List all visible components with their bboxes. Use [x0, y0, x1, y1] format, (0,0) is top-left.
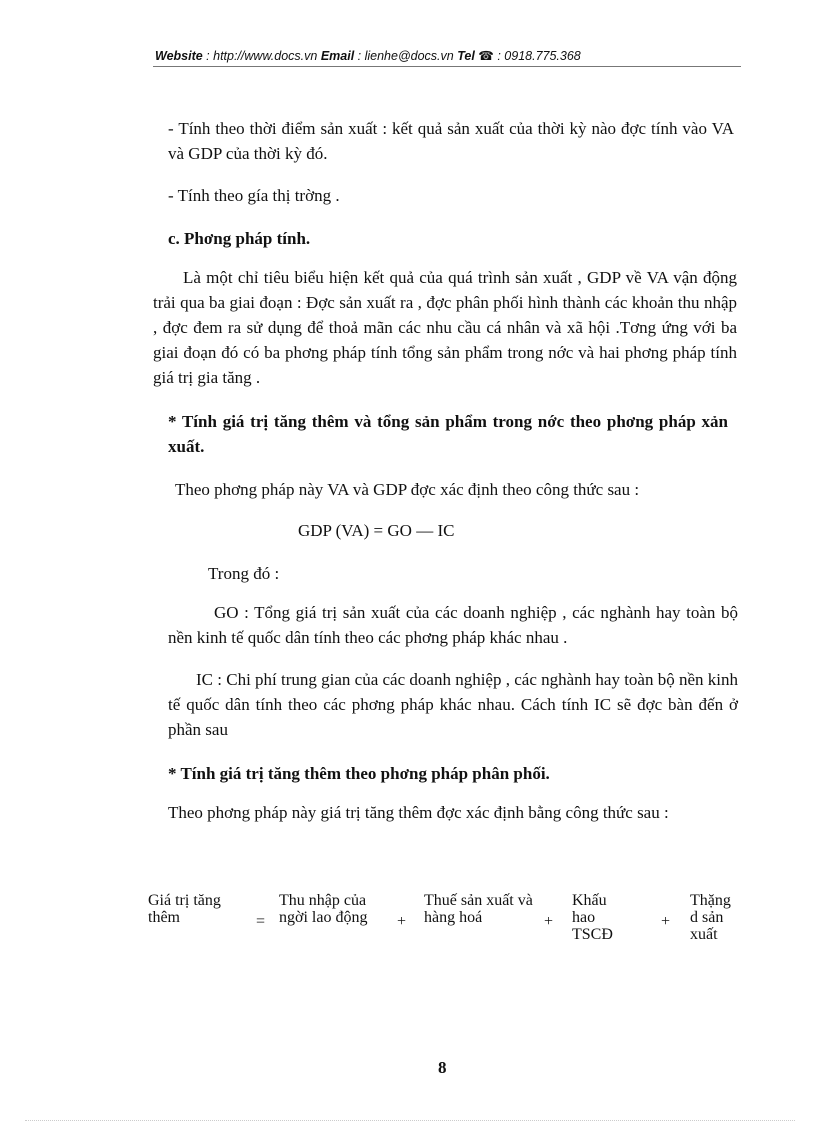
label-trong-do: Trong đó :	[208, 564, 280, 583]
tel-value: : 0918.775.368	[493, 49, 581, 63]
equals-sign: =	[256, 913, 266, 930]
tel-label: Tel	[457, 49, 475, 63]
term-production-tax: Thuế sản xuất và hàng hoá	[424, 892, 533, 926]
plus-sign-3: +	[661, 913, 671, 930]
plus-sign-2: +	[544, 913, 554, 930]
email-value: : lienhe@docs.vn	[354, 49, 458, 63]
definition-ic: IC : Chi phí trung gian của các doanh nghiệp , các nghành hay toàn bộ nền kinh tế quốc dân tính theo các phơng pháp khác nhau. Cách tính IC sẽ đợc bàn đến ở phần sau	[168, 670, 738, 739]
website-label: Website	[155, 49, 203, 63]
formula-gdp: GDP (VA) = GO — IC	[298, 521, 455, 540]
telephone-icon: ☎	[478, 49, 494, 63]
paragraph-gdp-stages: Là một chỉ tiêu biểu hiện kết quả của quá trình sản xuất , GDP về VA vận động trải qua ba giai đoạn : Đợc sản xuất ra , đợc phân phối hình thành các khoản thu nhập , đợc đem ra sử dụng để thoả mãn các nhu cầu cá nhân và xã hội .Tơng ứng với ba giai đoạn đó có ba phơng pháp tính tổng sản phẩm trong nớc và hai phơng pháp tính giá trị gia tăng .	[153, 268, 737, 387]
term-production-surplus: Thặng d sản xuất	[690, 892, 731, 943]
website-value: : http://www.docs.vn	[202, 49, 321, 63]
page-number: 8	[438, 1058, 447, 1077]
paragraph-distribution-formula-intro: Theo phơng pháp này giá trị tăng thêm đợc xác định bằng công thức sau :	[168, 803, 669, 822]
footer-divider	[25, 1120, 795, 1121]
page-header	[155, 48, 740, 63]
definition-go: GO : Tổng giá trị sản xuất của các doanh nghiệp , các nghành hay toàn bộ nền kinh tế quốc dân tính theo các phơng pháp khác nhau .	[168, 603, 738, 647]
paragraph-production-formula-intro: Theo phơng pháp này VA và GDP đợc xác định theo công thức sau :	[175, 480, 640, 499]
email-label: Email	[320, 49, 355, 63]
term-depreciation: Khấu hao TSCĐ	[572, 892, 613, 943]
bullet-market-price: - Tính theo gía thị trờng .	[168, 186, 340, 205]
bullet-time-point: - Tính theo thời điểm sản xuất : kết quả sản xuất của thời kỳ nào đợc tính vào VA và GDP của thời kỳ đó.	[168, 119, 734, 163]
term-labor-income: Thu nhập của ngời lao động	[279, 892, 368, 926]
section-c-heading: c. Phơng pháp tính.	[168, 229, 311, 248]
heading-distribution-method: * Tính giá trị tăng thêm theo phơng pháp phân phối.	[168, 764, 550, 783]
plus-sign-1: +	[397, 913, 407, 930]
formula-lhs: Giá trị tăng thêm	[148, 892, 221, 926]
heading-production-method: * Tính giá trị tăng thêm và tổng sản phẩm trong nớc theo phơng pháp xản xuất.	[168, 412, 728, 456]
header-divider	[153, 66, 741, 67]
